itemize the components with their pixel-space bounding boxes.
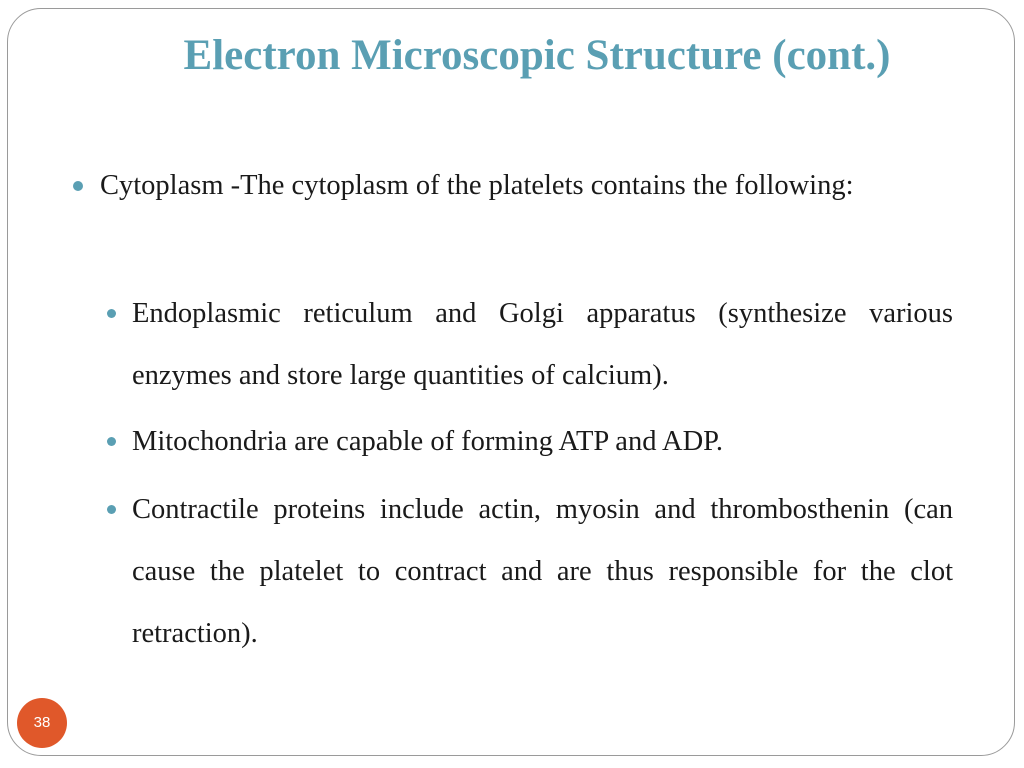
bullet-dot-icon <box>73 181 83 191</box>
page-number-badge: 38 <box>17 698 67 748</box>
bullet-cytoplasm: Cytoplasm -The cytoplasm of the platelets contains the following: <box>100 170 854 201</box>
sub-bullet-mitochondria: Mitochondria are capable of forming ATP and ADP. <box>132 426 723 457</box>
sub-bullet-contractile: Contractile proteins include actin, myosin and thrombosthenin (can cause the platelet to contract and are thus responsible for the clot retraction). <box>132 494 953 649</box>
sub-bullet-endoplasmic: Endoplasmic reticulum and Golgi apparatus (synthesize various enzymes and store large quantities of calcium). <box>132 298 953 391</box>
bullet-dot-icon <box>107 309 116 318</box>
slide-title: Electron Microscopic Structure (cont.) <box>183 32 891 79</box>
bullet-dot-icon <box>107 437 116 446</box>
bullet-dot-icon <box>107 505 116 514</box>
